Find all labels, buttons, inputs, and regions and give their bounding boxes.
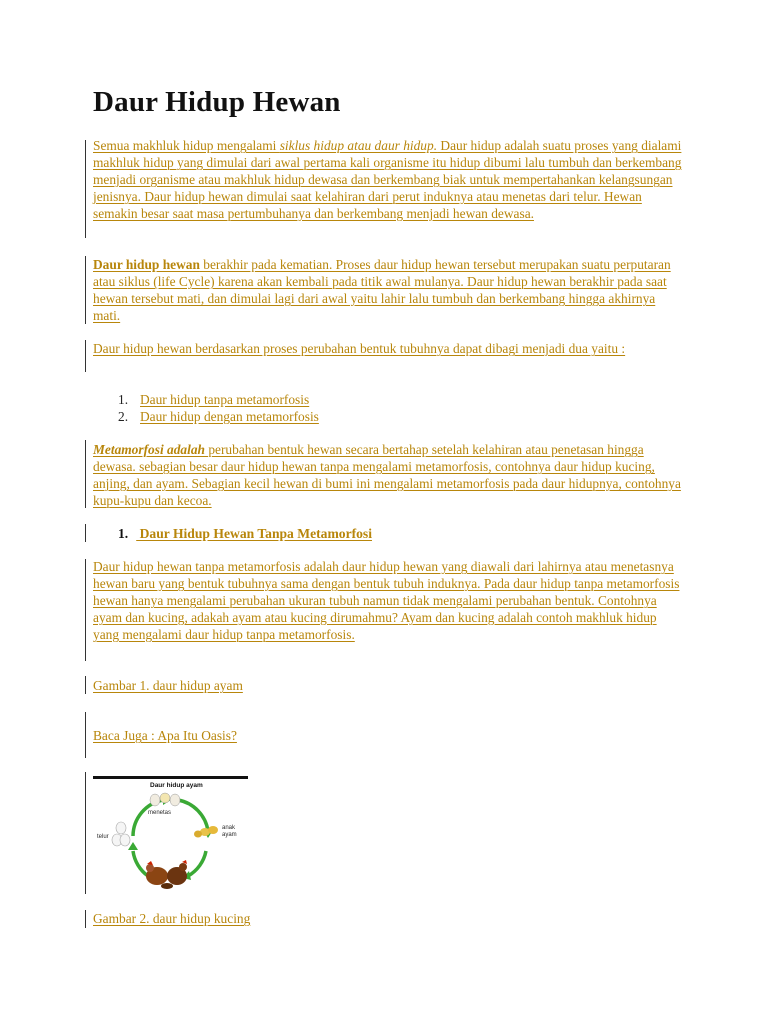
revision-bar: [85, 440, 86, 508]
baca-juga-link[interactable]: Baca Juga : Apa Itu Oasis?: [93, 728, 237, 743]
list-number: 2.: [118, 409, 129, 424]
revision-bar: [85, 140, 86, 238]
egg: [116, 822, 126, 834]
non-metamorphosis-paragraph[interactable]: Daur hidup hewan tanpa metamorfosis adalah daur hidup hewan yang diawali dari lahirnya atau menetasnya hewan baru yang bentuk tubuhnya sama dengan bentuk tubuh induknya. Pada daur hidup tanpa metamorfosis hewan hanya mengalami perubahan ukuran tubuh namun tidak mengalami perubahan bentuk. Contohnya ayam dan kucing, adakah ayam atau kucing dirumahmu? Ayam dan kucing adalah contoh makhluk hidup yang mengalami daur hidup tanpa metamorfosis.: [93, 559, 680, 642]
list-item[interactable]: [118, 408, 319, 425]
figure-caption-2[interactable]: Gambar 2. daur hidup kucing: [93, 911, 251, 926]
figure-caption-1[interactable]: Gambar 1. daur hidup ayam: [93, 678, 243, 693]
hatching-egg: [170, 794, 180, 806]
hatching-egg: [160, 793, 170, 803]
section-heading[interactable]: [118, 526, 372, 542]
revision-bar: [85, 256, 86, 324]
label-menetas: menetas: [148, 810, 172, 816]
intro-emphasis: siklus hidup atau daur hidup.: [279, 138, 438, 153]
list-item[interactable]: [118, 391, 319, 408]
list-item-label: Daur hidup dengan metamorfosis: [140, 409, 319, 424]
hatching-egg: [150, 794, 160, 806]
intro-text-a: Semua makhluk hidup mengalami: [93, 138, 280, 153]
revision-bar: [85, 676, 86, 694]
chicken-lifecycle-figure: [93, 776, 248, 896]
figure-top-rule: [93, 776, 248, 779]
hen-shadow: [161, 883, 173, 889]
page-title: Daur Hidup Hewan: [93, 86, 341, 118]
revision-bar: [85, 340, 86, 372]
revision-bar: [85, 559, 86, 661]
metamorphosis-text: perubahan bentuk hewan secara bertahap setelah kelahiran atau penetasan hingga dewasa. sebagian besar daur hidup hewan tanpa mengalami metamorfosis, contohnya daur hidup kucing, anjing, dan ayam. Sebagian kecil hewan di bumi ini mengalami metamorfosis pada daur hidupnya, contohnya kupu-kupu dan kecoa.: [93, 442, 681, 508]
cycle-arrow: [133, 851, 148, 876]
intro-text-b: Daur hidup adalah suatu proses yang dialami makhluk hidup yang dimulai dari awal pertama kali organisme itu hidup dibumi lalu tumbuh dan berkembang menjadi organisme atau makhluk hidup dewasa dan berkembang biak untuk mempertahankan kelangsungan jenisnya. Daur hidup hewan dimulai saat kelahiran dari perut induknya atau menetas dari telur. Hewan semakin besar saat masa pertumbuhanya dan berkembang menjadi hewan dewasa.: [93, 138, 682, 221]
figure-title: Daur hidup ayam: [150, 782, 203, 789]
cycle-arrow: [188, 851, 206, 876]
lifecycle-paragraph[interactable]: [93, 257, 683, 325]
section-number: 1.: [118, 526, 129, 541]
division-paragraph[interactable]: Daur hidup hewan berdasarkan proses perubahan bentuk tubuhnya dapat dibagi menjadi dua yaitu :: [93, 341, 626, 356]
revision-bar: [85, 524, 86, 542]
chick: [194, 831, 202, 838]
section-heading-label: Daur Hidup Hewan Tanpa Metamorfosi: [136, 526, 372, 541]
label-anak: anak: [222, 825, 236, 831]
chick: [208, 826, 218, 834]
cycle-arrow: [133, 800, 163, 836]
lifecycle-diagram: [93, 776, 248, 896]
cycle-arrow: [178, 800, 208, 831]
lifecycle-strong: Daur hidup hewan: [93, 257, 200, 272]
metamorphosis-paragraph[interactable]: [93, 442, 683, 510]
revision-bar: [85, 772, 86, 894]
hen-head: [146, 864, 154, 872]
lifecycle-text: berakhir pada kematian. Proses daur hidup hewan tersebut merupakan suatu perputaran atau siklus (life Cycle) karena akan kembali pada titik awal mulanya. Daur hidup hewan berakhir pada saat hewan tersebut mati, dan dimulai lagi dari awal yaitu lahir lalu tumbuh dan berkembang hingga akhirnya mati.: [93, 257, 671, 323]
list-number: 1.: [118, 392, 129, 407]
label-ayam: ayam: [222, 832, 237, 838]
revision-bar: [85, 712, 86, 758]
label-telur: telur: [97, 834, 109, 840]
egg: [120, 834, 130, 846]
type-list: [118, 391, 319, 425]
intro-paragraph[interactable]: [93, 138, 683, 223]
list-item-label: Daur hidup tanpa metamorfosis: [140, 392, 310, 407]
hen-comb: [147, 861, 153, 865]
hen-head: [179, 863, 187, 871]
metamorphosis-strong: Metamorfosi adalah: [93, 442, 205, 457]
revision-bar: [85, 910, 86, 928]
